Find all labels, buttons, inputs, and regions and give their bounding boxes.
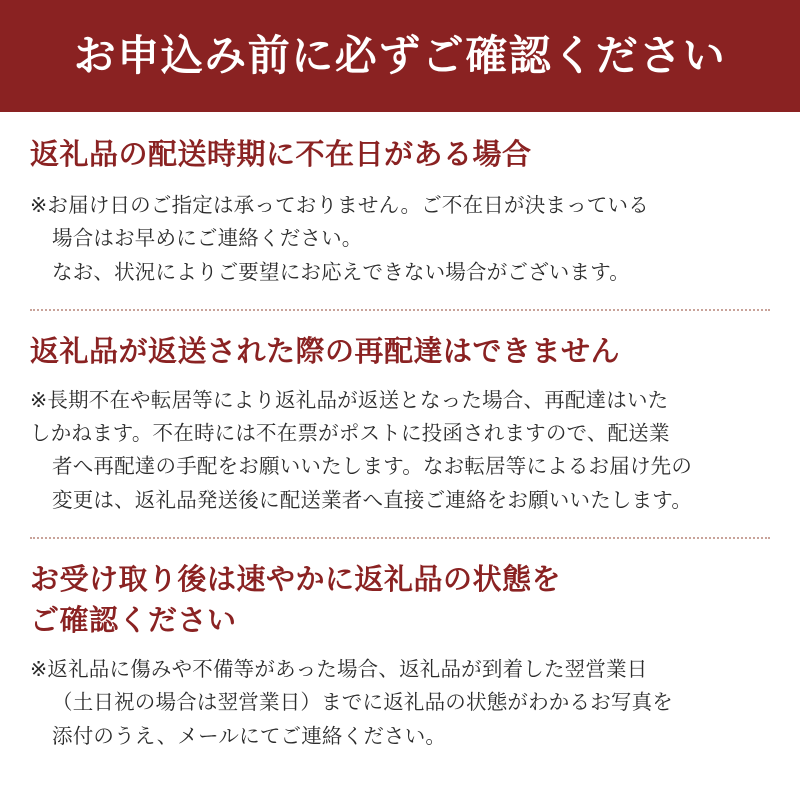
body-line: ※長期不在や転居等により返礼品が返送となった場合、再配達はいた [30,387,669,412]
notice-sections [0,112,800,773]
section-heading-line-1: お受け取り後は速やかに返礼品の状態を [30,561,562,596]
section-heading [30,134,770,175]
notice-section-inspection [30,537,770,773]
page-banner [0,0,800,112]
body-line: ※お届け日のご指定は承っておりません。ご不在日が決まっている [30,193,649,218]
section-heading-line-1: 返礼品の配送時期に不在日がある場合 [30,137,532,171]
section-body [30,384,770,517]
body-line: 者へ再配達の手配をお願いいたします。なお転居等によるお届け先の [52,454,693,479]
section-heading-line-1: 返礼品が返送された際の再配達はできません [30,333,621,368]
body-line: （土日祝の場合は翌営業日）までに返礼品の状態がわかるお写真を [52,690,673,715]
section-heading [30,559,770,641]
section-body [30,189,770,289]
body-line: 添付のうえ、メールにてご連絡ください。 [52,723,447,748]
section-body [30,653,770,753]
body-line: ※返礼品に傷みや不備等があった場合、返礼品が到着した翌営業日 [30,657,648,682]
body-line: 変更は、返礼品発送後に配送業者へ直接ご連絡をお願いいたします。 [52,487,693,512]
section-heading [30,331,770,372]
body-line: しかねます。不在時には不在票がポストに投函されますので、配送業 [30,421,670,446]
page-title: お申込み前に必ずご確認ください [73,30,727,80]
section-heading-line-2: ご確認ください [30,602,237,637]
notice-section-delivery-absence [30,112,770,309]
body-line: 場合はお早めにご連絡ください。 [52,226,363,251]
notice-section-redelivery [30,309,770,537]
body-line: なお、状況によりご要望にお応えできない場合がございます。 [52,259,630,284]
